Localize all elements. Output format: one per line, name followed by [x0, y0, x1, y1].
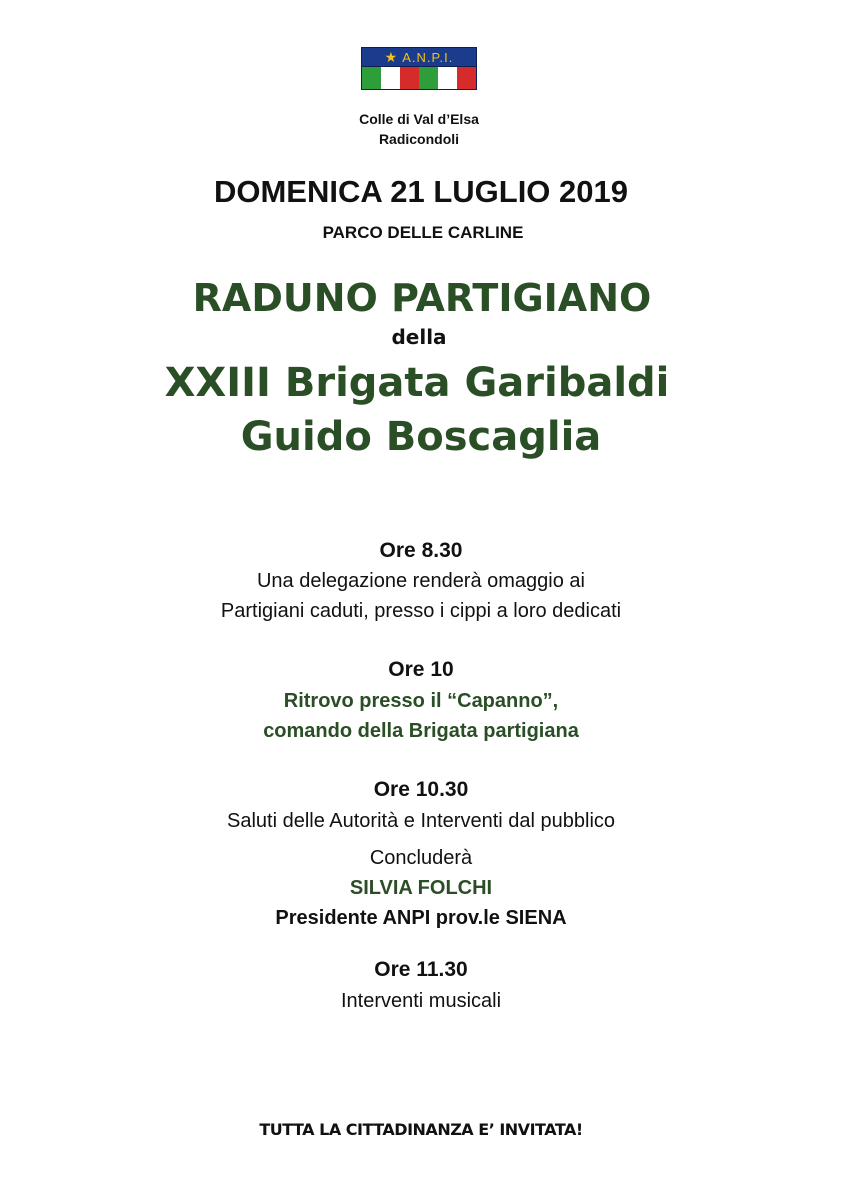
program-time-4: Ore 11.30: [374, 958, 468, 981]
anpi-logo-banner: [361, 47, 477, 67]
anpi-logo: [361, 47, 477, 89]
program-text-3: Saluti delle Autorità e Interventi dal pubblico: [226, 810, 616, 832]
brigade-name: XXIII Brigata Garibaldi: [164, 360, 670, 406]
program-text-2b: comando della Brigata partigiana: [263, 720, 579, 742]
title-connector: della: [391, 325, 447, 349]
event-place: PARCO DELLE CARLINE: [322, 223, 524, 242]
organizer-line-2: Radicondoli: [378, 131, 460, 147]
organizer-line-1: Colle di Val d’Elsa: [359, 111, 479, 127]
closing-speaker-role: Presidente ANPI prov.le SIENA: [275, 907, 567, 929]
program-text-1a: Una delegazione renderà omaggio ai: [256, 570, 585, 592]
program-text-1b: Partigiani caduti, presso i cippi a loro dedicati: [220, 600, 622, 622]
program-time-3: Ore 10.30: [373, 778, 469, 801]
invitation-footer: TUTTA LA CITTADINANZA E’ INVITATA!: [259, 1120, 583, 1139]
event-title: RADUNO PARTIGIANO: [192, 276, 652, 320]
star-icon: ★: [384, 48, 399, 65]
program-time-1: Ore 8.30: [379, 539, 463, 562]
program-text-2a: Ritrovo presso il “Capanno”,: [283, 690, 559, 712]
closing-speaker: SILVIA FOLCHI: [349, 877, 493, 899]
closing-label: Concluderà: [369, 847, 473, 869]
brigade-commander: Guido Boscaglia: [240, 414, 602, 460]
anpi-logo-text: A.N.P.I.: [402, 49, 454, 65]
program-time-2: Ore 10: [388, 658, 454, 681]
italian-flag-icon: [361, 67, 477, 90]
event-date: DOMENICA 21 LUGLIO 2019: [213, 174, 628, 209]
program-text-4: Interventi musicali: [340, 990, 502, 1012]
